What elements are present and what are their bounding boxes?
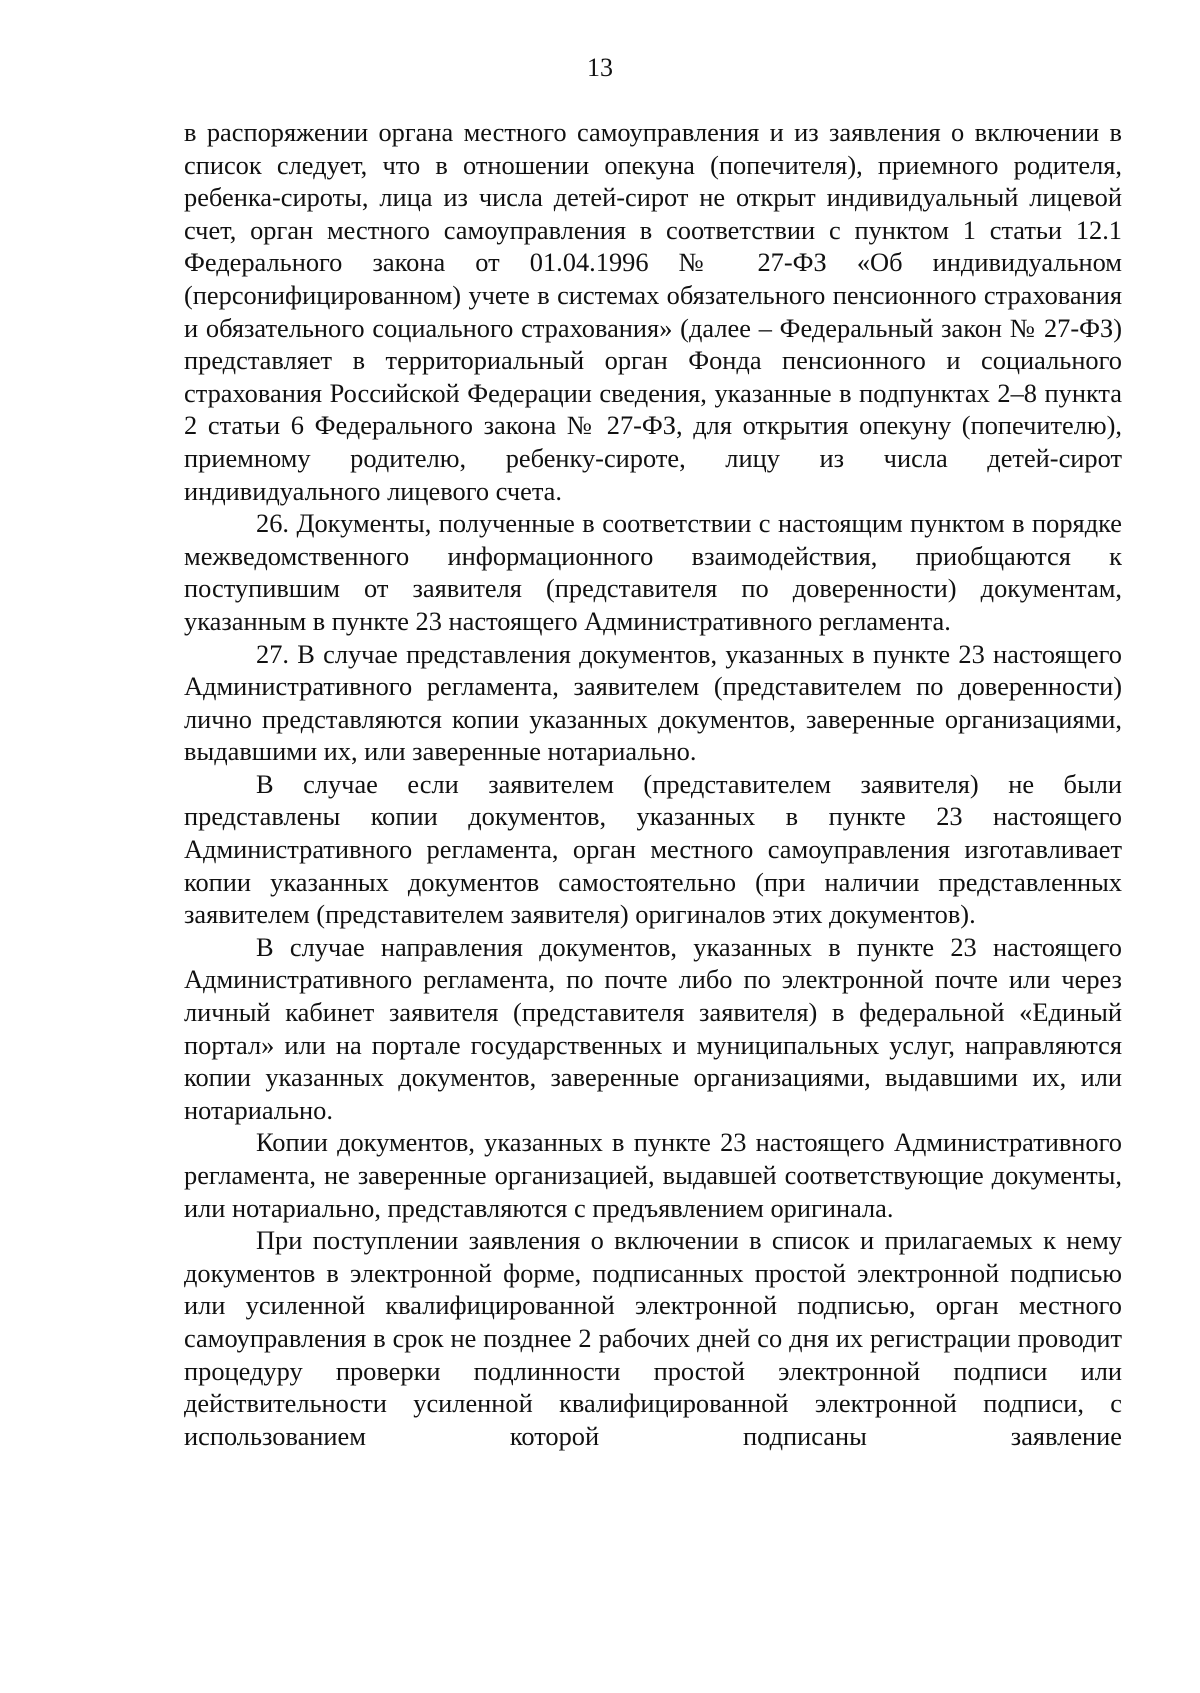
paragraph-uncertified-copies: Копии документов, указанных в пункте 23 настоящего Административного регламента, не заверенные организацией, выдавшей соответствующие документы, или нотариально, представляются с предъявлением оригинала.	[184, 1127, 1122, 1223]
paragraph-mail-submission: В случае направления документов, указанных в пункте 23 настоящего Административного регламента, по почте либо по электронной почте или через личный кабинет заявителя (представителя заявителя) в федеральной «Единый портал» или на портале государственных и муниципальных услуг, направляются копии указанных документов, заверенные организациями, выдавшими их, или нотариально.	[184, 931, 1122, 1125]
paragraph-copies-by-authority: В случае если заявителем (представителем заявителя) не были представлены копии документов, указанных в пункте 23 настоящего Административного регламента, орган местного самоуправления изготавливает копии указанных документов самостоятельно (при наличии представленных заявителем (представителем заявителя) оригиналов этих документов).	[184, 768, 1122, 930]
page-number: 13	[587, 53, 613, 82]
document-body	[184, 116, 1122, 1452]
paragraph-continuation: в распоряжении органа местного самоуправления и из заявления о включении в список следует, что в отношении опекуна (попечителя), приемного родителя, ребенка-сироты, лица из числа детей-сирот не открыт индивидуальный лицевой счет, орган местного самоуправления в соответствии с пунктом 1 статьи 12.1 Федерального закона от 01.04.1996 № 27-ФЗ «Об индивидуальном (персонифицированном) учете в системах обязательного пенсионного страхования и обязательного социального страхования» (далее – Федеральный закон № 27-ФЗ) представляет в территориальный орган Фонда пенсионного и социального страхования Российской Федерации сведения, указанные в подпунктах 2–8 пункта 2 статьи 6 Федерального закона № 27-ФЗ, для открытия опекуну (попечителю), приемному родителю, ребенку-сироте, лицу из числа детей-сирот индивидуального лицевого счета.	[184, 117, 1122, 506]
paragraph-electronic-submission: При поступлении заявления о включении в список и прилагаемых к нему документов в электронной форме, подписанных простой электронной подписью или усиленной квалифицированной электронной подписью, орган местного самоуправления в срок не позднее 2 рабочих дней со дня их регистрации проводит процедуру проверки подлинности простой электронной подписи или действительности усиленной квалифицированной электронной подписи, с использованием которой подписаны заявление	[184, 1225, 1122, 1451]
paragraph-item-27: 27. В случае представления документов, указанных в пункте 23 настоящего Административного регламента, заявителем (представителем по доверенности) лично представляются копии указанных документов, заверенные организациями, выдавшими их, или заверенные нотариально.	[184, 638, 1122, 767]
paragraph-item-26: 26. Документы, полученные в соответствии с настоящим пунктом в порядке межведомственного информационного взаимодействия, приобщаются к поступившим от заявителя (представителя по доверенности) документам, указанным в пункте 23 настоящего Административного регламента.	[184, 508, 1122, 636]
